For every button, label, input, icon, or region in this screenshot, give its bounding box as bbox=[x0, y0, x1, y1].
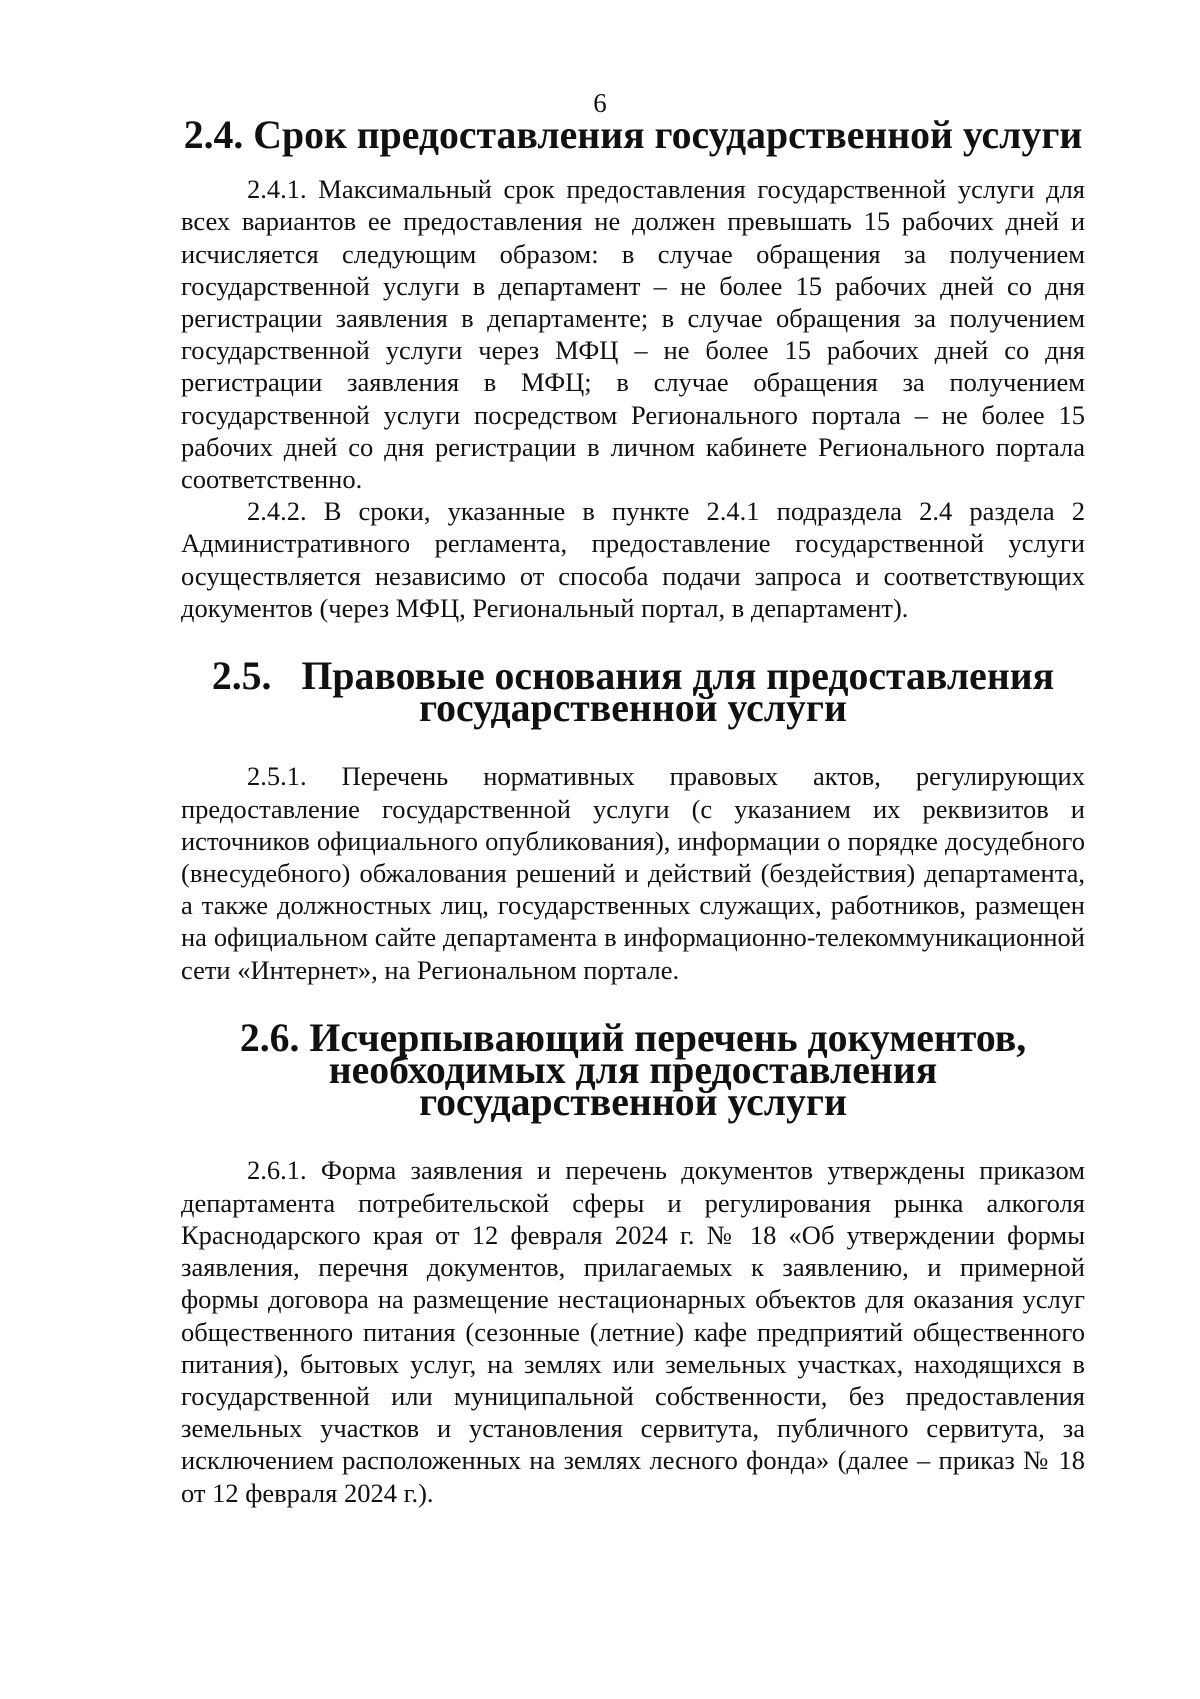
page-number: 6 bbox=[593, 88, 607, 118]
section-2-6-title-line3: государственной услуги bbox=[419, 1080, 847, 1125]
section-2-6-heading bbox=[181, 1015, 1085, 1125]
section-2-5-title-text: Правовые основания для предоставления bbox=[301, 654, 1055, 699]
section-2-6-title-line1: 2.6. Исчерпывающий перечень документов, bbox=[239, 1015, 1027, 1060]
section-2-5-number: 2.5. bbox=[211, 654, 272, 699]
paragraph-2-4-2: 2.4.2. В сроки, указанные в пункте 2.4.1 подраздела 2.4 раздела 2 Административного регламента, предоставление государственной услуги осуществляется независимо от способа подачи запроса и соответствующих документов (через МФЦ, Региональный портал, в департамент). bbox=[181, 496, 1085, 623]
section-2-6-title-line2: необходимых для предоставления bbox=[328, 1048, 938, 1093]
section-2-5-heading bbox=[181, 654, 1085, 731]
section-2-4-heading bbox=[181, 113, 1085, 157]
section-2-5-title-line2: государственной услуги bbox=[419, 686, 847, 731]
section-2-4-title: 2.4. Срок предоставления государственной услуги bbox=[183, 113, 1083, 157]
paragraph-2-5-1: 2.5.1. Перечень нормативных правовых актов, регулирующих предоставление государственной услуги (с указанием их реквизитов и источников официального опубликования), информации о порядке досудебного (внесудебного) обжалования решений и действий (бездействия) департамента, а также должностных лиц, государственных служащих, работников, размещен на официальном сайте департамента в информационно-телекоммуникационной сети «Интернет», на Региональном портале. bbox=[181, 761, 1085, 985]
document-body bbox=[181, 113, 1085, 1509]
paragraph-2-6-1: 2.6.1. Форма заявления и перечень документов утверждены приказом департамента потребительской сферы и регулирования рынка алкоголя Краснодарского края от 12 февраля 2024 г. № 18 «Об утверждении формы заявления, перечня документов, прилагаемых к заявлению, и примерной формы договора на размещение нестационарных объектов для оказания услуг общественного питания (сезонные (летние) кафе предприятий общественного питания), бытовых услуг, на землях или земельных участках, находящихся в государственной или муниципальной собственности, без предоставления земельных участков и установления сервитута, публичного сервитута, за исключением расположенных на землях лесного фонда» (далее – приказ № 18 от 12 февраля 2024 г.). bbox=[181, 1155, 1085, 1508]
paragraph-2-4-1: 2.4.1. Максимальный срок предоставления государственной услуги для всех вариантов ее предоставления не должен превышать 15 рабочих дней и исчисляется следующим образом: в случае обращения за получением государственной услуги в департамент – не более 15 рабочих дней со дня регистрации заявления в департаменте; в случае обращения за получением государственной услуги через МФЦ – не более 15 рабочих дней со дня регистрации заявления в МФЦ; в случае обращения за получением государственной услуги посредством Регионального портала – не более 15 рабочих дней со дня регистрации в личном кабинете Регионального портала соответственно. bbox=[181, 174, 1085, 495]
